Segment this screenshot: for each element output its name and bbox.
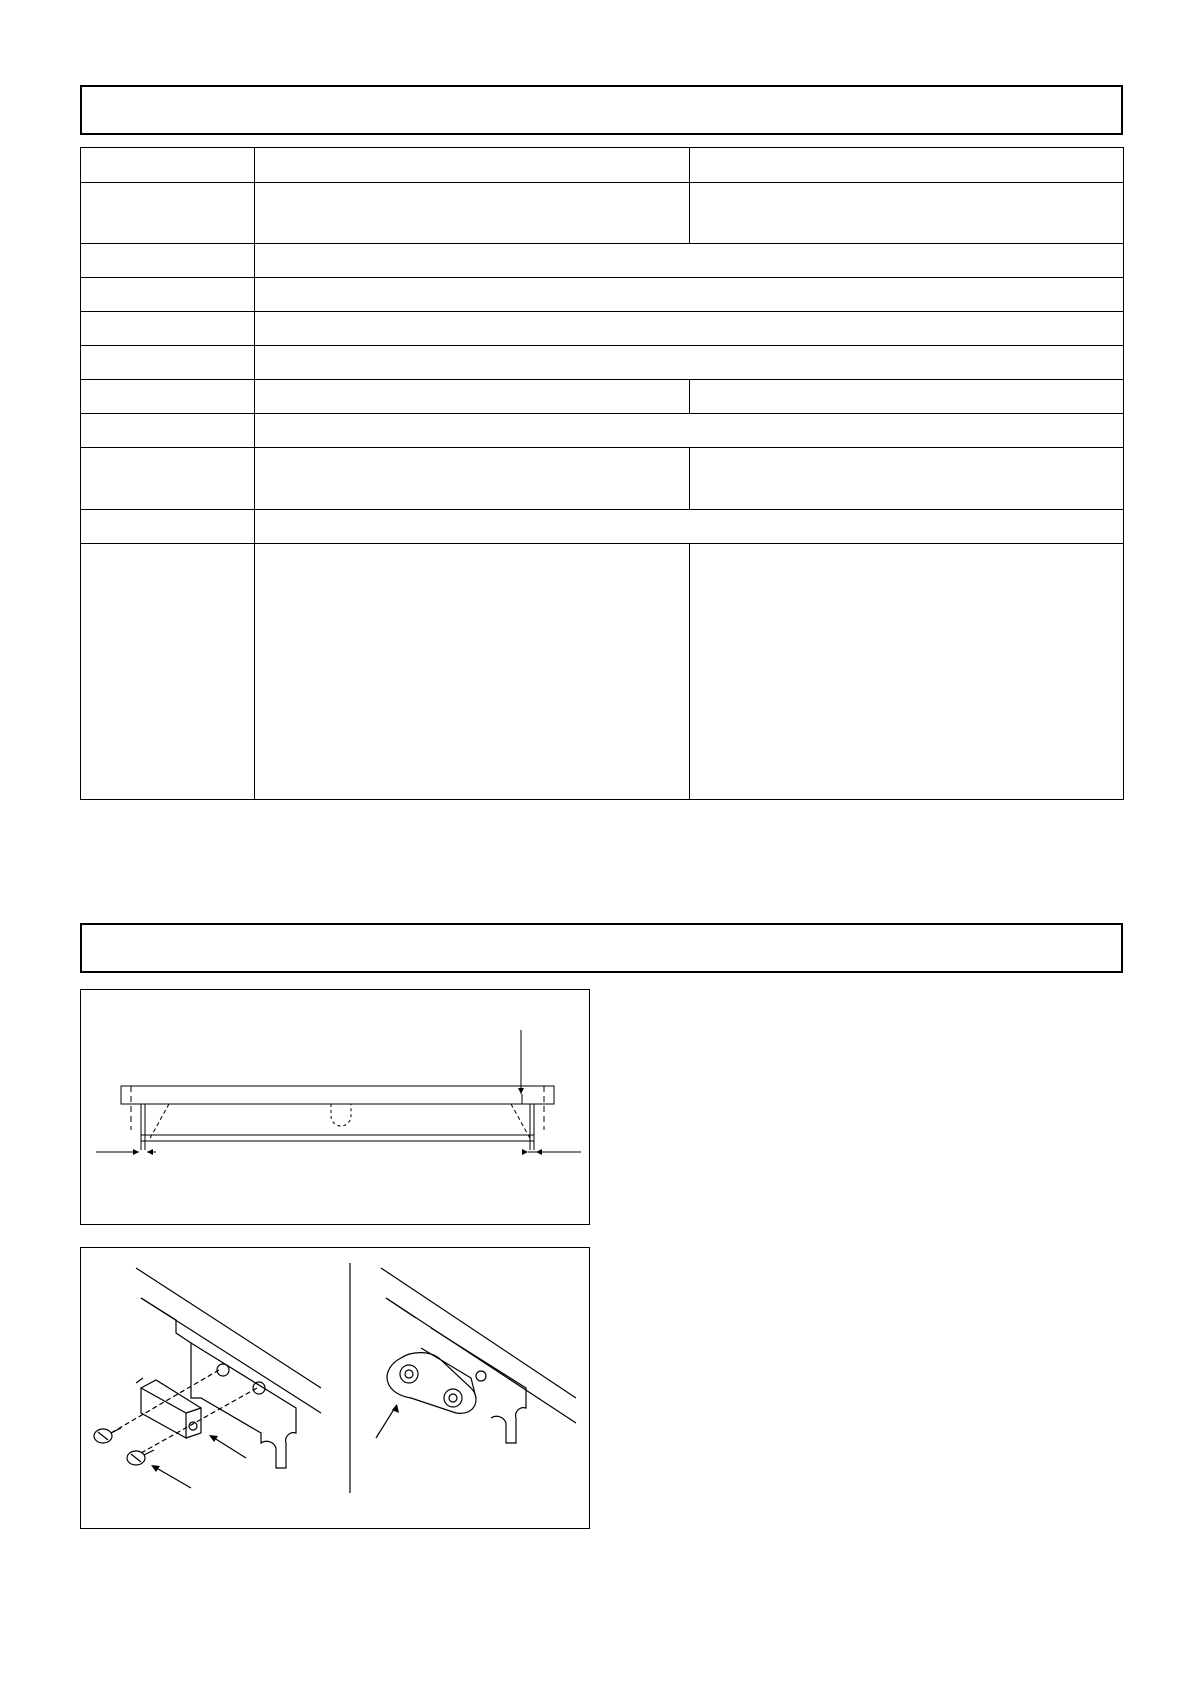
table-cell [81,244,255,278]
table-cell [255,510,1124,544]
table-row [81,346,1124,380]
table-cell [690,183,1124,244]
table-row [81,312,1124,346]
table-cell [81,544,255,800]
table-cell [255,448,690,510]
table-cell [81,448,255,510]
table-cell [81,510,255,544]
table-row [81,414,1124,448]
specification-table [80,147,1124,800]
table-cell [255,346,1124,380]
table-cell [255,278,1124,312]
table-cell [255,148,690,183]
section-heading-1 [80,85,1123,135]
table-cell [255,414,1124,448]
table-row [81,510,1124,544]
table-row [81,448,1124,510]
table-cell [81,346,255,380]
table-cell [81,148,255,183]
table-row [81,278,1124,312]
table-cell [81,414,255,448]
table-cell [690,448,1124,510]
table-cell [255,312,1124,346]
table-cell [81,278,255,312]
figure-hinge-assembly [80,1247,590,1529]
table-cell [255,244,1124,278]
cover-clearance-diagram-icon [81,990,591,1226]
table-row [81,380,1124,414]
hinge-assembly-diagram-icon [81,1248,591,1530]
table-cell [690,544,1124,800]
table-cell [690,148,1124,183]
table-row [81,183,1124,244]
table-cell [690,380,1124,414]
figure-cover-clearance [80,989,590,1225]
table-cell [255,544,690,800]
table-cell [81,380,255,414]
table-row [81,544,1124,800]
table-cell [255,380,690,414]
table-cell [81,312,255,346]
section-heading-2 [80,923,1123,973]
table-row [81,244,1124,278]
table-cell [255,183,690,244]
table-row [81,148,1124,183]
table-cell [81,183,255,244]
